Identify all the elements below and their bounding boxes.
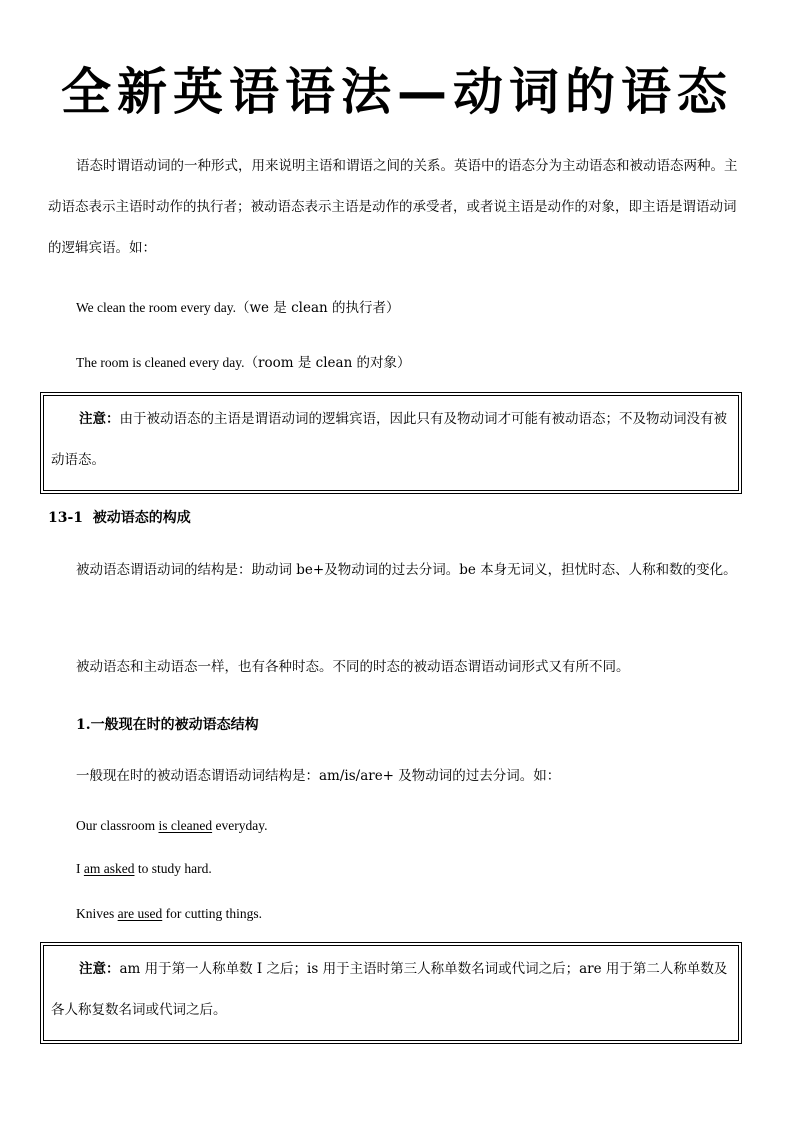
section-heading bbox=[48, 507, 191, 527]
note-box-2 bbox=[40, 942, 742, 1044]
example-line-2 bbox=[76, 351, 411, 371]
note-2-label: 注意： bbox=[79, 961, 120, 977]
note-2-text bbox=[51, 949, 735, 1031]
example-b-subject: I bbox=[76, 861, 84, 876]
page-title: 全新英语语法—动词的语态 bbox=[61, 63, 733, 121]
example-2-english: The room is cleaned every day. bbox=[76, 355, 245, 370]
subsection-heading: 1.一般现在时的被动语态结构 bbox=[76, 717, 259, 733]
example-line-1 bbox=[76, 296, 400, 316]
example-a-verb: is cleaned bbox=[158, 818, 213, 833]
structure-paragraph: 被动语态谓语动词的结构是：助动词 be+及物动词的过去分词。be 本身无词义，担忧时态、人称和数的变化。 bbox=[76, 562, 737, 578]
section-number: 13-1 bbox=[48, 510, 84, 526]
intro-paragraph: 语态时谓语动词的一种形式，用来说明主语和谓语之间的关系。英语中的语态分为主动语态和被动语态两种。主动语态表示主语时动作的执行者；被动语态表示主语是动作的承受者，或者说主语是动作的对象，即主语是谓语动词的逻辑宾语。如： bbox=[48, 158, 738, 256]
example-1-note: （we 是 clean 的执行者） bbox=[235, 300, 400, 316]
example-2-note: （room 是 clean 的对象） bbox=[244, 355, 411, 371]
example-a-rest: everyday. bbox=[212, 818, 268, 833]
example-1-english: We clean the room every day. bbox=[76, 300, 236, 315]
section-title: 被动语态的构成 bbox=[92, 510, 191, 526]
tense-paragraph: 被动语态和主动语态一样，也有各种时态。不同的时态的被动语态谓语动词形式又有所不同。 bbox=[76, 659, 630, 675]
example-c bbox=[76, 906, 262, 922]
example-c-rest: for cutting things. bbox=[162, 906, 262, 921]
example-b-rest: to study hard. bbox=[134, 861, 212, 876]
simple-present-description: 一般现在时的被动语态谓语动词结构是：am/is/are+ 及物动词的过去分词。如： bbox=[76, 768, 561, 784]
note-2-body: am 用于第一人称单数 I 之后；is 用于主语时第三人称单数名词或代词之后；are 用于第二人称单数及各人称复数名词或代词之后。 bbox=[51, 961, 728, 1018]
example-b bbox=[76, 861, 212, 877]
example-c-subject: Knives bbox=[76, 906, 118, 921]
example-a-subject: Our classroom bbox=[76, 818, 159, 833]
note-1-body: 由于被动语态的主语是谓语动词的逻辑宾语，因此只有及物动词才可能有被动语态；不及物动词没有被动语态。 bbox=[51, 411, 727, 468]
example-c-verb: are used bbox=[117, 906, 163, 921]
example-a bbox=[76, 818, 267, 834]
note-1-label: 注意： bbox=[79, 411, 120, 427]
note-1-text bbox=[51, 399, 735, 481]
example-b-verb: am asked bbox=[83, 861, 135, 876]
note-box-1 bbox=[40, 392, 742, 494]
